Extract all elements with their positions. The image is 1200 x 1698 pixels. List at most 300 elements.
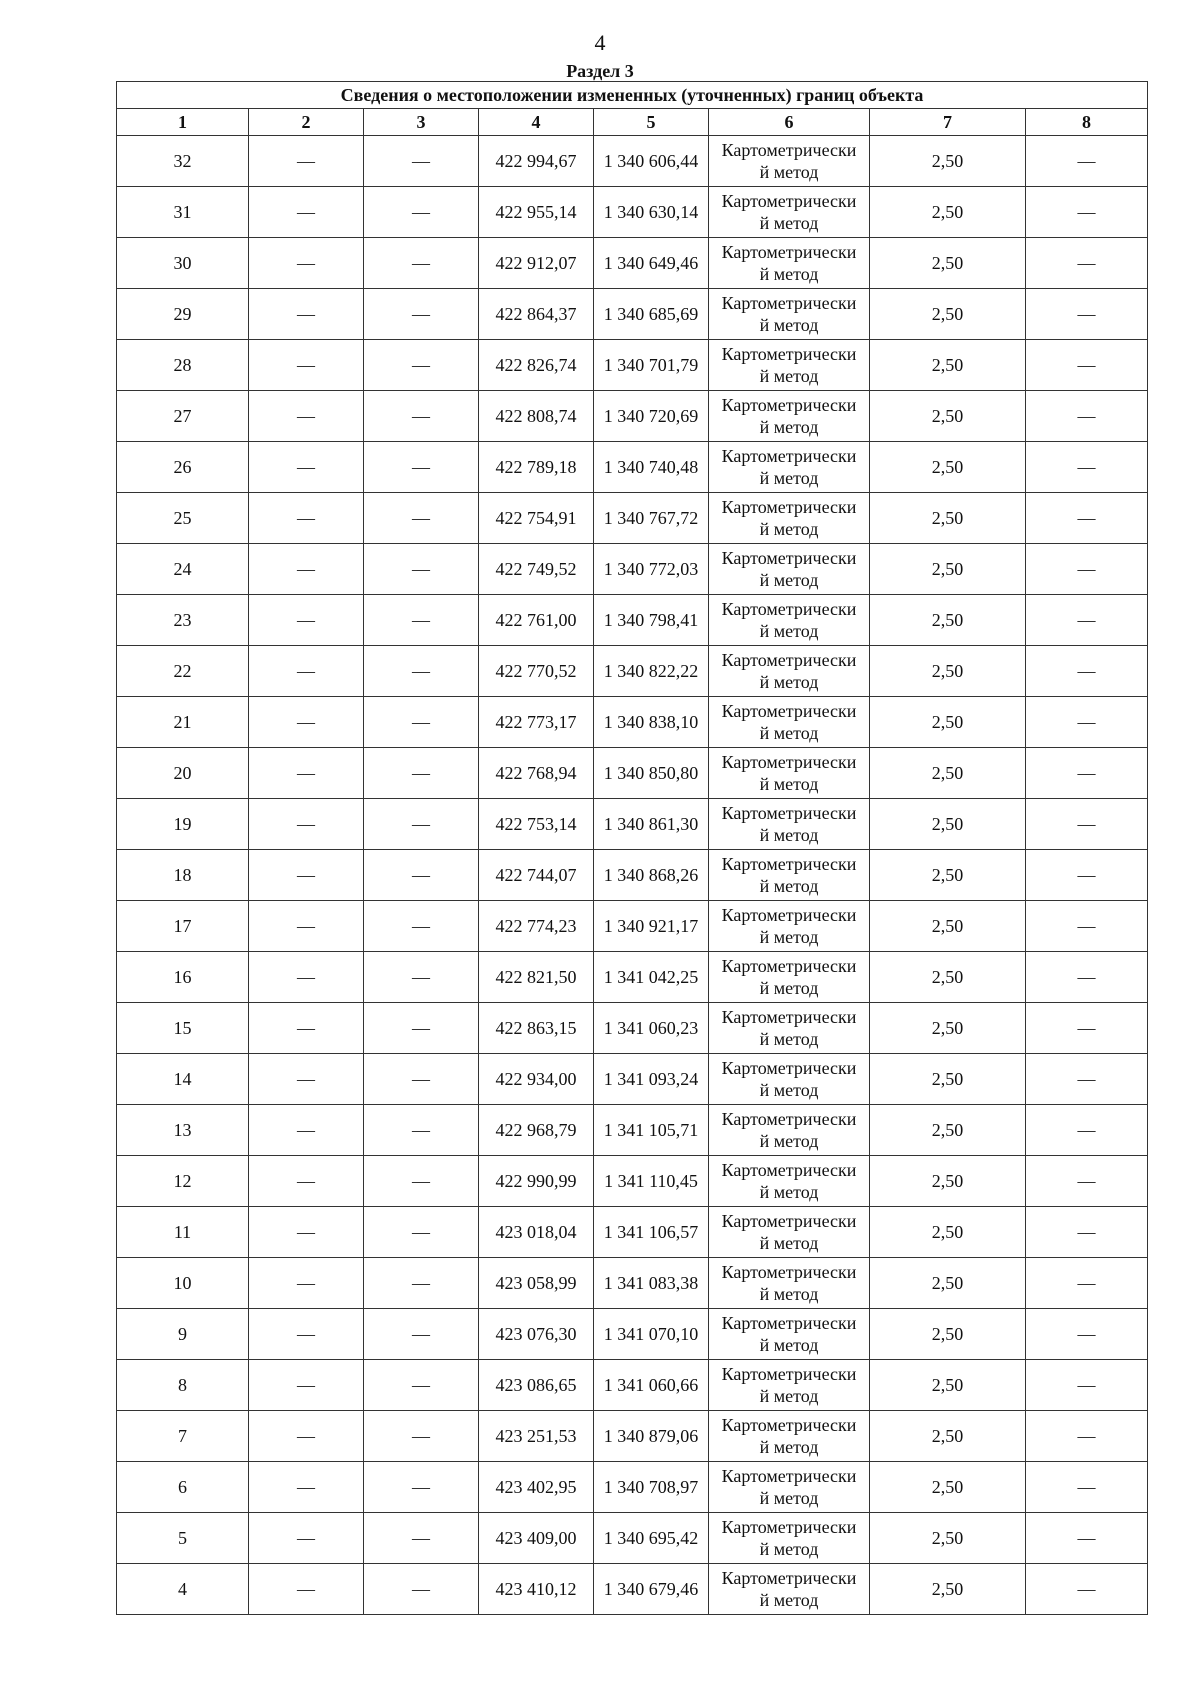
cell-col-5: 1 340 921,17 xyxy=(594,901,709,952)
cell-col-7: 2,50 xyxy=(870,544,1026,595)
cell-col-8: — xyxy=(1026,1360,1148,1411)
method-cell xyxy=(709,748,870,799)
cell-col-7: 2,50 xyxy=(870,442,1026,493)
method-cell xyxy=(709,1309,870,1360)
method-text-line-2: й метод xyxy=(759,570,819,590)
cell-col-5: 1 341 060,23 xyxy=(594,1003,709,1054)
method-text-line-1: Картометрически xyxy=(721,1058,857,1078)
cell-col-5: 1 341 093,24 xyxy=(594,1054,709,1105)
method-text-line-1: Картометрически xyxy=(721,446,857,466)
table-row xyxy=(117,1003,1148,1054)
cell-col-7: 2,50 xyxy=(870,748,1026,799)
method-cell xyxy=(709,1462,870,1513)
cell-col-1: 8 xyxy=(117,1360,249,1411)
cell-col-2: — xyxy=(249,1207,364,1258)
table-row xyxy=(117,646,1148,697)
cell-col-2: — xyxy=(249,1309,364,1360)
cell-col-7: 2,50 xyxy=(870,850,1026,901)
column-header: 7 xyxy=(870,109,1026,136)
cell-col-4: 422 761,00 xyxy=(479,595,594,646)
method-text-line-2: й метод xyxy=(759,1080,819,1100)
cell-col-2: — xyxy=(249,1360,364,1411)
cell-col-2: — xyxy=(249,1003,364,1054)
cell-col-8: — xyxy=(1026,1105,1148,1156)
method-cell xyxy=(709,391,870,442)
method-text-line-1: Картометрически xyxy=(721,548,857,568)
method-cell xyxy=(709,1105,870,1156)
cell-col-1: 4 xyxy=(117,1564,249,1615)
cell-col-1: 5 xyxy=(117,1513,249,1564)
cell-col-2: — xyxy=(249,748,364,799)
cell-col-1: 10 xyxy=(117,1258,249,1309)
method-cell xyxy=(709,1360,870,1411)
cell-col-8: — xyxy=(1026,1054,1148,1105)
cell-col-2: — xyxy=(249,442,364,493)
cell-col-4: 422 774,23 xyxy=(479,901,594,952)
cell-col-7: 2,50 xyxy=(870,1003,1026,1054)
method-text-line-2: й метод xyxy=(759,927,819,947)
method-text-line-2: й метод xyxy=(759,213,819,233)
cell-col-7: 2,50 xyxy=(870,238,1026,289)
method-cell xyxy=(709,1564,870,1615)
cell-col-1: 29 xyxy=(117,289,249,340)
method-text-line-1: Картометрически xyxy=(721,191,857,211)
table-row xyxy=(117,1513,1148,1564)
table-row xyxy=(117,1564,1148,1615)
cell-col-8: — xyxy=(1026,391,1148,442)
cell-col-2: — xyxy=(249,1564,364,1615)
method-text-line-1: Картометрически xyxy=(721,905,857,925)
cell-col-7: 2,50 xyxy=(870,493,1026,544)
cell-col-8: — xyxy=(1026,901,1148,952)
cell-col-2: — xyxy=(249,646,364,697)
method-text-line-2: й метод xyxy=(759,978,819,998)
method-text-line-1: Картометрически xyxy=(721,1415,857,1435)
method-cell xyxy=(709,136,870,187)
cell-col-4: 422 789,18 xyxy=(479,442,594,493)
cell-col-3: — xyxy=(364,1513,479,1564)
cell-col-3: — xyxy=(364,1054,479,1105)
method-text-line-1: Картометрически xyxy=(721,344,857,364)
method-text-line-1: Картометрически xyxy=(721,1160,857,1180)
cell-col-7: 2,50 xyxy=(870,1105,1026,1156)
table-row xyxy=(117,595,1148,646)
cell-col-4: 423 058,99 xyxy=(479,1258,594,1309)
cell-col-2: — xyxy=(249,799,364,850)
method-cell xyxy=(709,1207,870,1258)
cell-col-7: 2,50 xyxy=(870,136,1026,187)
cell-col-5: 1 341 110,45 xyxy=(594,1156,709,1207)
cell-col-7: 2,50 xyxy=(870,1360,1026,1411)
cell-col-2: — xyxy=(249,901,364,952)
cell-col-7: 2,50 xyxy=(870,1054,1026,1105)
cell-col-8: — xyxy=(1026,697,1148,748)
table-row xyxy=(117,340,1148,391)
cell-col-1: 28 xyxy=(117,340,249,391)
method-text-line-2: й метод xyxy=(759,672,819,692)
cell-col-8: — xyxy=(1026,1156,1148,1207)
cell-col-4: 422 994,67 xyxy=(479,136,594,187)
cell-col-8: — xyxy=(1026,1411,1148,1462)
table-row xyxy=(117,850,1148,901)
cell-col-1: 20 xyxy=(117,748,249,799)
cell-col-1: 16 xyxy=(117,952,249,1003)
cell-col-3: — xyxy=(364,238,479,289)
cell-col-1: 12 xyxy=(117,1156,249,1207)
cell-col-2: — xyxy=(249,391,364,442)
cell-col-2: — xyxy=(249,1105,364,1156)
cell-col-7: 2,50 xyxy=(870,646,1026,697)
cell-col-5: 1 340 740,48 xyxy=(594,442,709,493)
cell-col-4: 423 086,65 xyxy=(479,1360,594,1411)
method-text-line-1: Картометрически xyxy=(721,599,857,619)
method-text-line-1: Картометрически xyxy=(721,1568,857,1588)
cell-col-7: 2,50 xyxy=(870,1156,1026,1207)
method-text-line-1: Картометрически xyxy=(721,854,857,874)
cell-col-3: — xyxy=(364,1309,479,1360)
method-text-line-2: й метод xyxy=(759,1437,819,1457)
cell-col-4: 423 409,00 xyxy=(479,1513,594,1564)
method-text-line-1: Картометрически xyxy=(721,140,857,160)
method-text-line-2: й метод xyxy=(759,825,819,845)
method-text-line-2: й метод xyxy=(759,519,819,539)
method-cell xyxy=(709,340,870,391)
table-row xyxy=(117,187,1148,238)
cell-col-4: 422 749,52 xyxy=(479,544,594,595)
cell-col-8: — xyxy=(1026,442,1148,493)
cell-col-5: 1 341 060,66 xyxy=(594,1360,709,1411)
method-cell xyxy=(709,187,870,238)
cell-col-8: — xyxy=(1026,952,1148,1003)
cell-col-2: — xyxy=(249,340,364,391)
method-text-line-1: Картометрически xyxy=(721,395,857,415)
method-text-line-2: й метод xyxy=(759,417,819,437)
cell-col-5: 1 340 630,14 xyxy=(594,187,709,238)
cell-col-5: 1 341 070,10 xyxy=(594,1309,709,1360)
cell-col-1: 9 xyxy=(117,1309,249,1360)
cell-col-4: 423 251,53 xyxy=(479,1411,594,1462)
cell-col-8: — xyxy=(1026,595,1148,646)
method-text-line-1: Картометрически xyxy=(721,1262,857,1282)
method-text-line-2: й метод xyxy=(759,876,819,896)
cell-col-7: 2,50 xyxy=(870,1462,1026,1513)
method-text-line-2: й метод xyxy=(759,1539,819,1559)
cell-col-7: 2,50 xyxy=(870,1411,1026,1462)
cell-col-7: 2,50 xyxy=(870,952,1026,1003)
method-text-line-1: Картометрически xyxy=(721,293,857,313)
cell-col-7: 2,50 xyxy=(870,289,1026,340)
method-text-line-2: й метод xyxy=(759,1386,819,1406)
table-row xyxy=(117,391,1148,442)
method-text-line-2: й метод xyxy=(759,1590,819,1610)
cell-col-1: 27 xyxy=(117,391,249,442)
method-cell xyxy=(709,697,870,748)
cell-col-3: — xyxy=(364,136,479,187)
cell-col-2: — xyxy=(249,187,364,238)
method-text-line-1: Картометрически xyxy=(721,242,857,262)
cell-col-4: 422 808,74 xyxy=(479,391,594,442)
cell-col-8: — xyxy=(1026,1207,1148,1258)
cell-col-8: — xyxy=(1026,1003,1148,1054)
column-header: 1 xyxy=(117,109,249,136)
cell-col-3: — xyxy=(364,1207,479,1258)
method-text-line-2: й метод xyxy=(759,1131,819,1151)
column-header: 5 xyxy=(594,109,709,136)
cell-col-3: — xyxy=(364,1462,479,1513)
cell-col-8: — xyxy=(1026,544,1148,595)
table-row xyxy=(117,1054,1148,1105)
cell-col-5: 1 340 720,69 xyxy=(594,391,709,442)
method-text-line-2: й метод xyxy=(759,1233,819,1253)
cell-col-5: 1 341 105,71 xyxy=(594,1105,709,1156)
cell-col-3: — xyxy=(364,442,479,493)
cell-col-1: 19 xyxy=(117,799,249,850)
method-cell xyxy=(709,238,870,289)
table-row xyxy=(117,1156,1148,1207)
cell-col-4: 422 821,50 xyxy=(479,952,594,1003)
table-row xyxy=(117,952,1148,1003)
cell-col-2: — xyxy=(249,1156,364,1207)
cell-col-5: 1 341 083,38 xyxy=(594,1258,709,1309)
table-row xyxy=(117,493,1148,544)
cell-col-1: 13 xyxy=(117,1105,249,1156)
cell-col-1: 22 xyxy=(117,646,249,697)
cell-col-5: 1 341 106,57 xyxy=(594,1207,709,1258)
cell-col-1: 30 xyxy=(117,238,249,289)
cell-col-5: 1 340 708,97 xyxy=(594,1462,709,1513)
column-header: 6 xyxy=(709,109,870,136)
cell-col-5: 1 340 822,22 xyxy=(594,646,709,697)
column-header: 8 xyxy=(1026,109,1148,136)
cell-col-4: 423 410,12 xyxy=(479,1564,594,1615)
cell-col-8: — xyxy=(1026,493,1148,544)
table-caption-row xyxy=(117,82,1148,109)
method-cell xyxy=(709,1003,870,1054)
cell-col-5: 1 341 042,25 xyxy=(594,952,709,1003)
table-row xyxy=(117,442,1148,493)
cell-col-5: 1 340 838,10 xyxy=(594,697,709,748)
cell-col-4: 422 934,00 xyxy=(479,1054,594,1105)
method-cell xyxy=(709,1258,870,1309)
table-row xyxy=(117,238,1148,289)
cell-col-3: — xyxy=(364,697,479,748)
cell-col-4: 422 768,94 xyxy=(479,748,594,799)
cell-col-1: 18 xyxy=(117,850,249,901)
cell-col-1: 25 xyxy=(117,493,249,544)
page-number: 4 xyxy=(594,30,606,55)
cell-col-8: — xyxy=(1026,799,1148,850)
cell-col-8: — xyxy=(1026,1564,1148,1615)
cell-col-5: 1 340 861,30 xyxy=(594,799,709,850)
cell-col-3: — xyxy=(364,646,479,697)
cell-col-3: — xyxy=(364,544,479,595)
cell-col-5: 1 340 649,46 xyxy=(594,238,709,289)
cell-col-1: 23 xyxy=(117,595,249,646)
cell-col-5: 1 340 767,72 xyxy=(594,493,709,544)
cell-col-5: 1 340 701,79 xyxy=(594,340,709,391)
cell-col-3: — xyxy=(364,1411,479,1462)
cell-col-3: — xyxy=(364,1564,479,1615)
cell-col-3: — xyxy=(364,1105,479,1156)
method-text-line-2: й метод xyxy=(759,264,819,284)
cell-col-3: — xyxy=(364,340,479,391)
method-text-line-2: й метод xyxy=(759,162,819,182)
cell-col-3: — xyxy=(364,799,479,850)
method-cell xyxy=(709,799,870,850)
cell-col-8: — xyxy=(1026,1258,1148,1309)
cell-col-7: 2,50 xyxy=(870,1564,1026,1615)
cell-col-2: — xyxy=(249,136,364,187)
method-cell xyxy=(709,595,870,646)
table-row xyxy=(117,136,1148,187)
cell-col-8: — xyxy=(1026,646,1148,697)
section-title: Раздел 3 xyxy=(566,61,634,81)
cell-col-3: — xyxy=(364,289,479,340)
method-cell xyxy=(709,493,870,544)
cell-col-1: 14 xyxy=(117,1054,249,1105)
cell-col-2: — xyxy=(249,595,364,646)
cell-col-3: — xyxy=(364,1258,479,1309)
cell-col-2: — xyxy=(249,952,364,1003)
method-text-line-2: й метод xyxy=(759,366,819,386)
method-cell xyxy=(709,646,870,697)
cell-col-4: 422 864,37 xyxy=(479,289,594,340)
method-cell xyxy=(709,544,870,595)
table-caption: Сведения о местоположении измененных (уточненных) границ объекта xyxy=(117,82,1148,109)
cell-col-1: 15 xyxy=(117,1003,249,1054)
column-header: 3 xyxy=(364,109,479,136)
method-text-line-1: Картометрически xyxy=(721,1364,857,1384)
method-text-line-1: Картометрически xyxy=(721,1007,857,1027)
cell-col-7: 2,50 xyxy=(870,799,1026,850)
cell-col-7: 2,50 xyxy=(870,1207,1026,1258)
table-row xyxy=(117,1360,1148,1411)
cell-col-7: 2,50 xyxy=(870,391,1026,442)
cell-col-1: 21 xyxy=(117,697,249,748)
method-text-line-2: й метод xyxy=(759,1284,819,1304)
coordinates-table xyxy=(116,81,1148,1615)
cell-col-7: 2,50 xyxy=(870,1309,1026,1360)
method-text-line-2: й метод xyxy=(759,1182,819,1202)
table-body xyxy=(117,136,1148,1615)
method-text-line-1: Картометрически xyxy=(721,1517,857,1537)
cell-col-5: 1 340 606,44 xyxy=(594,136,709,187)
cell-col-3: — xyxy=(364,187,479,238)
table-row xyxy=(117,544,1148,595)
cell-col-7: 2,50 xyxy=(870,1258,1026,1309)
cell-col-1: 17 xyxy=(117,901,249,952)
cell-col-3: — xyxy=(364,952,479,1003)
cell-col-4: 423 076,30 xyxy=(479,1309,594,1360)
table-row xyxy=(117,799,1148,850)
cell-col-1: 26 xyxy=(117,442,249,493)
cell-col-3: — xyxy=(364,1156,479,1207)
cell-col-3: — xyxy=(364,391,479,442)
cell-col-2: — xyxy=(249,697,364,748)
method-cell xyxy=(709,850,870,901)
cell-col-7: 2,50 xyxy=(870,187,1026,238)
cell-col-8: — xyxy=(1026,136,1148,187)
cell-col-1: 11 xyxy=(117,1207,249,1258)
table-row xyxy=(117,289,1148,340)
cell-col-8: — xyxy=(1026,289,1148,340)
method-cell xyxy=(709,289,870,340)
cell-col-4: 422 968,79 xyxy=(479,1105,594,1156)
cell-col-4: 423 402,95 xyxy=(479,1462,594,1513)
cell-col-7: 2,50 xyxy=(870,901,1026,952)
method-text-line-1: Картометрически xyxy=(721,1109,857,1129)
table-row xyxy=(117,1411,1148,1462)
table-row xyxy=(117,901,1148,952)
cell-col-8: — xyxy=(1026,1513,1148,1564)
cell-col-8: — xyxy=(1026,1309,1148,1360)
cell-col-3: — xyxy=(364,901,479,952)
method-text-line-1: Картометрически xyxy=(721,752,857,772)
cell-col-5: 1 340 798,41 xyxy=(594,595,709,646)
column-header: 4 xyxy=(479,109,594,136)
cell-col-4: 422 912,07 xyxy=(479,238,594,289)
cell-col-4: 422 955,14 xyxy=(479,187,594,238)
cell-col-5: 1 340 679,46 xyxy=(594,1564,709,1615)
cell-col-4: 422 770,52 xyxy=(479,646,594,697)
cell-col-8: — xyxy=(1026,1462,1148,1513)
cell-col-7: 2,50 xyxy=(870,1513,1026,1564)
method-text-line-2: й метод xyxy=(759,315,819,335)
cell-col-7: 2,50 xyxy=(870,697,1026,748)
cell-col-1: 7 xyxy=(117,1411,249,1462)
cell-col-4: 422 744,07 xyxy=(479,850,594,901)
method-text-line-1: Картометрически xyxy=(721,1313,857,1333)
cell-col-3: — xyxy=(364,1360,479,1411)
cell-col-5: 1 340 772,03 xyxy=(594,544,709,595)
method-text-line-2: й метод xyxy=(759,723,819,743)
table-row xyxy=(117,697,1148,748)
cell-col-3: — xyxy=(364,595,479,646)
cell-col-7: 2,50 xyxy=(870,595,1026,646)
method-text-line-1: Картометрически xyxy=(721,1466,857,1486)
table-header-row xyxy=(117,109,1148,136)
cell-col-2: — xyxy=(249,238,364,289)
method-text-line-2: й метод xyxy=(759,468,819,488)
method-text-line-2: й метод xyxy=(759,621,819,641)
cell-col-3: — xyxy=(364,748,479,799)
method-cell xyxy=(709,1411,870,1462)
cell-col-5: 1 340 850,80 xyxy=(594,748,709,799)
cell-col-8: — xyxy=(1026,748,1148,799)
cell-col-1: 32 xyxy=(117,136,249,187)
cell-col-1: 24 xyxy=(117,544,249,595)
method-text-line-1: Картометрически xyxy=(721,1211,857,1231)
table-row xyxy=(117,1105,1148,1156)
cell-col-2: — xyxy=(249,289,364,340)
table-row xyxy=(117,1462,1148,1513)
method-cell xyxy=(709,952,870,1003)
cell-col-5: 1 340 879,06 xyxy=(594,1411,709,1462)
cell-col-4: 422 753,14 xyxy=(479,799,594,850)
table-row xyxy=(117,748,1148,799)
cell-col-3: — xyxy=(364,1003,479,1054)
cell-col-4: 423 018,04 xyxy=(479,1207,594,1258)
cell-col-5: 1 340 685,69 xyxy=(594,289,709,340)
method-text-line-1: Картометрически xyxy=(721,803,857,823)
method-text-line-2: й метод xyxy=(759,1488,819,1508)
cell-col-1: 6 xyxy=(117,1462,249,1513)
method-text-line-1: Картометрически xyxy=(721,497,857,517)
cell-col-8: — xyxy=(1026,850,1148,901)
cell-col-8: — xyxy=(1026,340,1148,391)
cell-col-2: — xyxy=(249,1258,364,1309)
cell-col-3: — xyxy=(364,493,479,544)
